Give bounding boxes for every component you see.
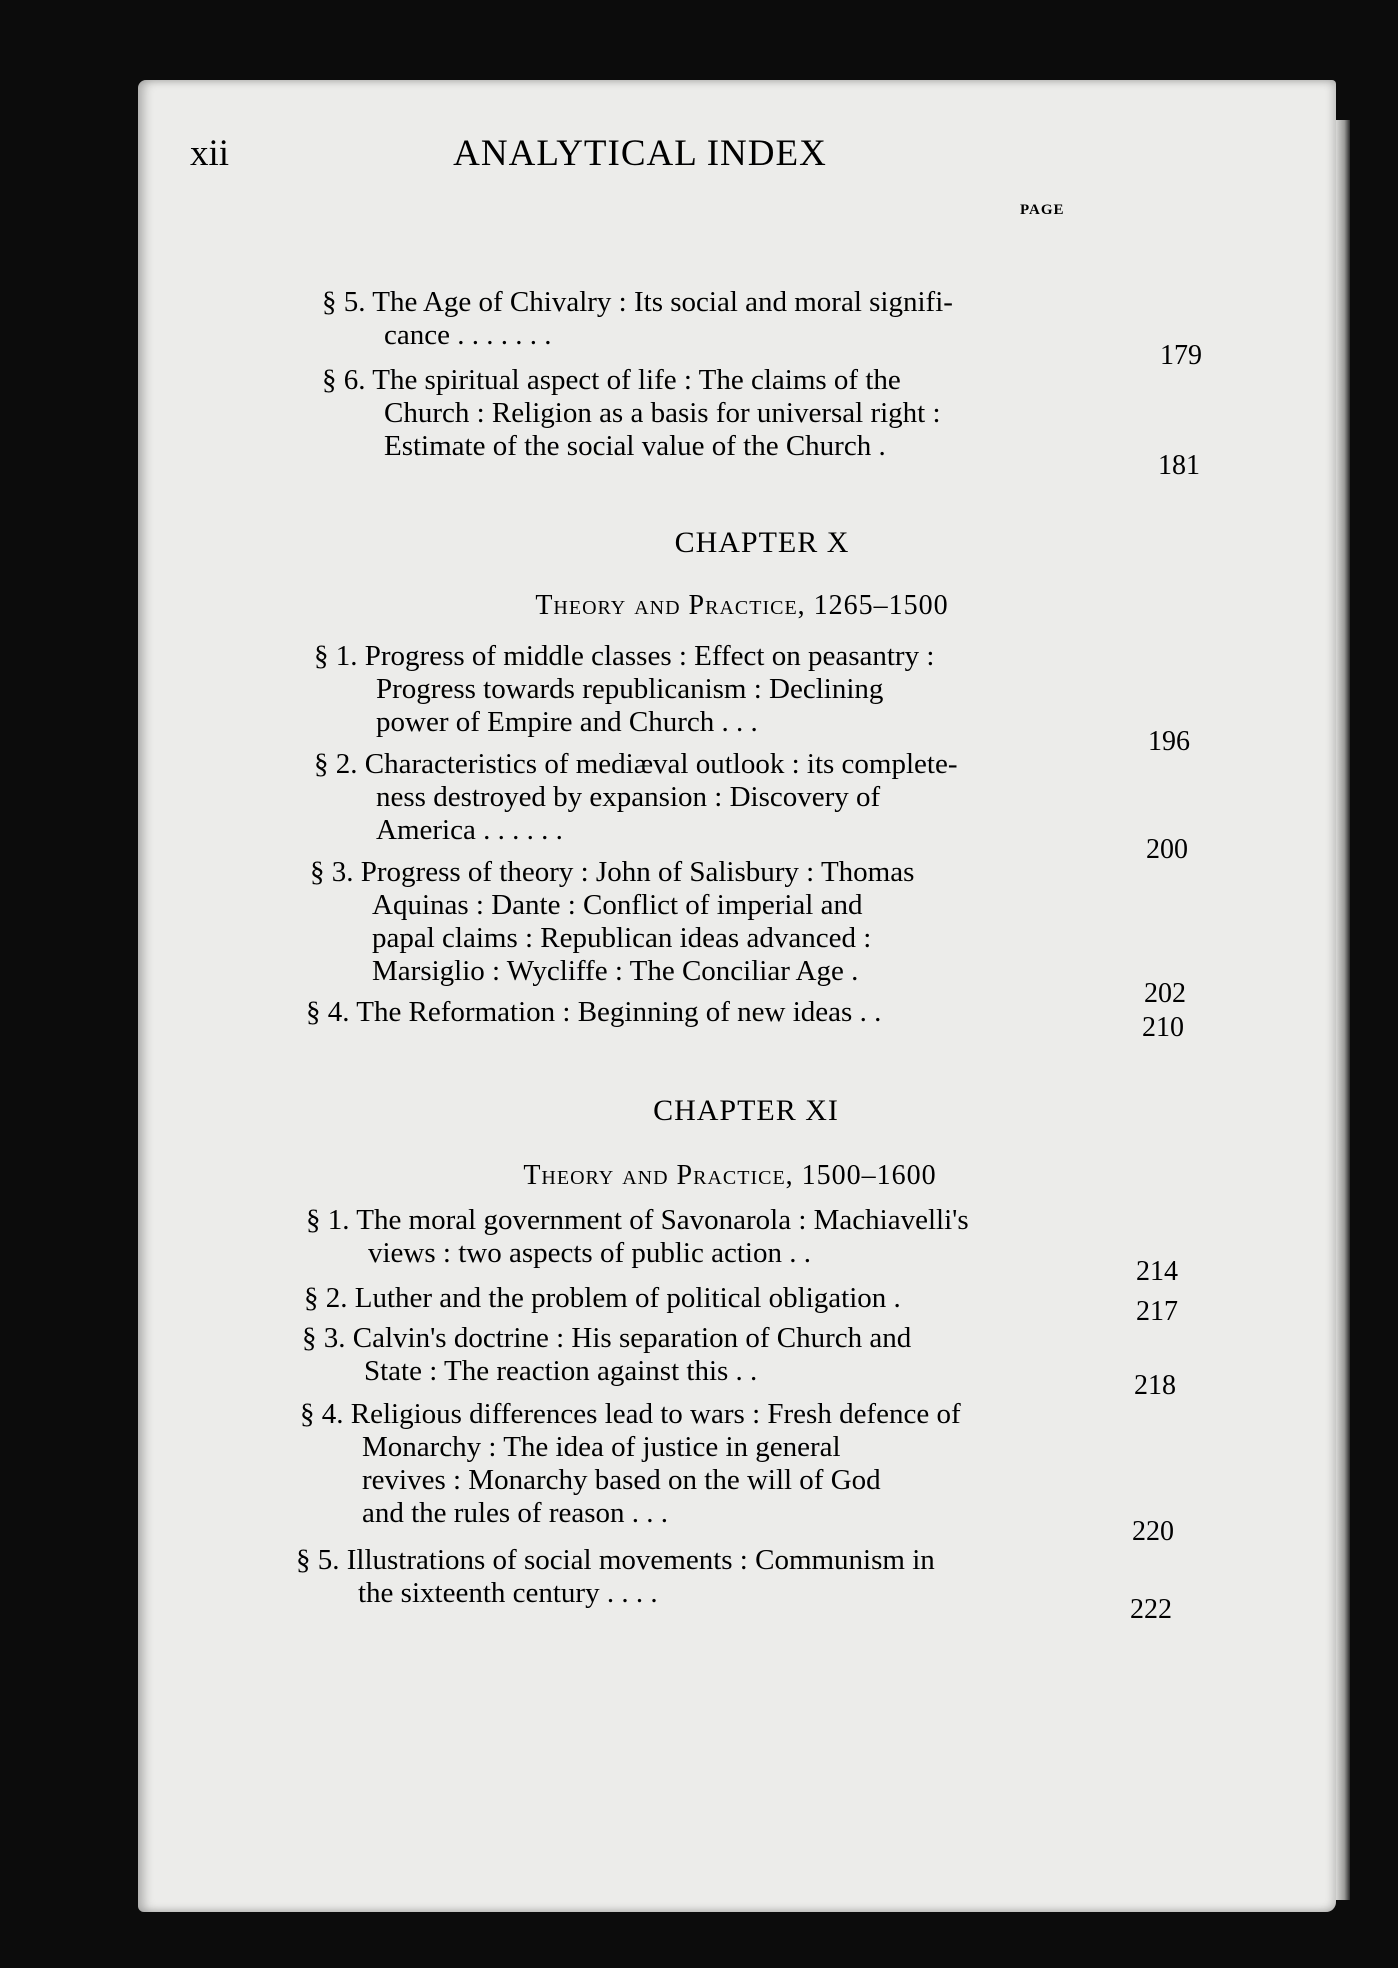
entry-line: power of Empire and Church . . . [376, 706, 758, 738]
entry-line: America . . . . . . [376, 814, 563, 846]
entry-line: views : two aspects of public action . . [368, 1237, 811, 1269]
entry-line: revives : Monarchy based on the will of God [362, 1464, 881, 1496]
entry-line: Church : Religion as a basis for universal right : [384, 397, 941, 429]
entry-line: § 1. Progress of middle classes : Effect on peasantry : [314, 640, 935, 672]
page-number: 200 [1146, 834, 1188, 865]
page-number: 214 [1136, 1256, 1178, 1287]
index-entry-xi-5 [296, 1544, 1096, 1610]
entry-line: § 5. The Age of Chivalry : Its social and moral signifi- [322, 286, 953, 318]
index-entry-a-5 [322, 286, 1122, 352]
entry-line: State : The reaction against this . . [364, 1355, 758, 1387]
entry-line: § 2. Luther and the problem of political obligation . [304, 1282, 901, 1314]
index-entry-x-3 [310, 856, 1110, 988]
entry-line: Monarchy : The idea of justice in general [362, 1431, 841, 1463]
entry-line: § 2. Characteristics of mediæval outlook : its complete- [314, 748, 958, 780]
entry-line: § 6. The spiritual aspect of life : The claims of the [322, 364, 901, 396]
page-number: 202 [1144, 978, 1186, 1009]
running-head: ANALYTICAL INDEX [453, 133, 827, 174]
entry-line: Progress towards republicanism : Declining [376, 673, 884, 705]
entry-line: the sixteenth century . . . . [358, 1577, 658, 1609]
index-entry-xi-4 [300, 1398, 1100, 1530]
entry-line: Estimate of the social value of the Church . [384, 430, 886, 462]
entry-line: ness destroyed by expansion : Discovery of [376, 781, 881, 813]
page-number: 210 [1142, 1012, 1184, 1043]
chapter-subtitle: Theory and Practice, 1500–1600 [523, 1160, 937, 1191]
page-edge [1336, 120, 1350, 1900]
entry-line: Aquinas : Dante : Conflict of imperial and [372, 889, 863, 921]
page-number: 220 [1132, 1516, 1174, 1547]
index-entry-xi-2 [304, 1282, 1104, 1315]
page-number: 222 [1130, 1594, 1172, 1625]
page-number: 179 [1160, 340, 1202, 371]
entry-line: Marsiglio : Wycliffe : The Conciliar Age . [372, 955, 859, 987]
page-number: 217 [1136, 1296, 1178, 1327]
entry-line: § 5. Illustrations of social movements : Communism in [296, 1544, 935, 1576]
index-entry-x-1 [314, 640, 1114, 739]
chapter-heading: CHAPTER XI [653, 1094, 839, 1127]
entry-line: § 4. The Reformation : Beginning of new ideas . . [306, 996, 882, 1028]
entry-line: § 3. Progress of theory : John of Salisbury : Thomas [310, 856, 915, 888]
index-entry-xi-1 [306, 1204, 1106, 1270]
entry-line: § 4. Religious differences lead to wars : Fresh defence of [300, 1398, 961, 1430]
chapter-subtitle: Theory and Practice, 1265–1500 [535, 590, 949, 621]
page-number: 181 [1158, 450, 1200, 481]
page-number: 196 [1148, 726, 1190, 757]
entry-line: § 3. Calvin's doctrine : His separation of Church and [302, 1322, 912, 1354]
index-entry-a-6 [322, 364, 1122, 463]
entry-line: papal claims : Republican ideas advanced : [372, 922, 872, 954]
index-entry-x-4 [306, 996, 1106, 1029]
chapter-heading: CHAPTER X [674, 526, 850, 559]
page-column-label: PAGE [1020, 202, 1065, 218]
folio-number: xii [190, 133, 230, 174]
entry-line: cance . . . . . . . [384, 319, 552, 351]
entry-line: § 1. The moral government of Savonarola : Machiavelli's [306, 1204, 969, 1236]
index-entry-x-2 [314, 748, 1114, 847]
entry-line: and the rules of reason . . . [362, 1497, 669, 1529]
page-number: 218 [1134, 1370, 1176, 1401]
index-entry-xi-3 [302, 1322, 1102, 1388]
